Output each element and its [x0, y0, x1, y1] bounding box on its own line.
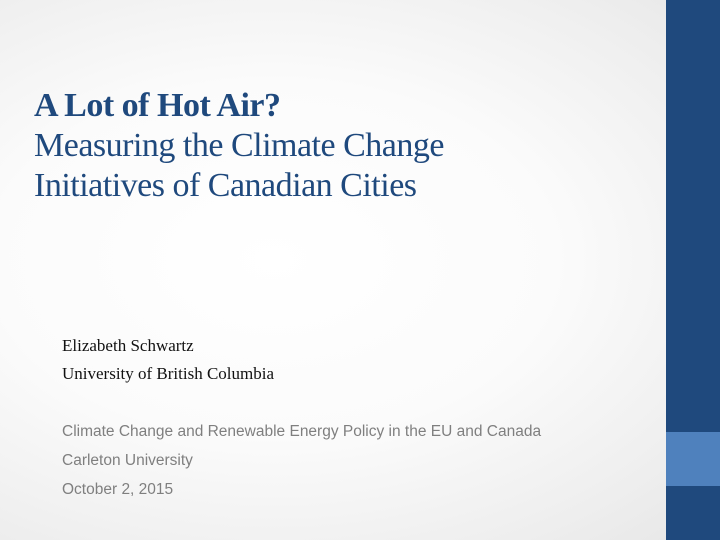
author-affiliation: University of British Columbia [62, 364, 275, 383]
author-info [62, 332, 642, 388]
event-date: October 2, 2015 [62, 481, 174, 498]
author-name: Elizabeth Schwartz [62, 336, 194, 355]
decorative-side-accent [666, 432, 720, 486]
title-subtitle-line-2: Initiatives of Canadian Cities [34, 167, 417, 204]
event-info [62, 417, 652, 504]
title-subtitle-line-1: Measuring the Climate Change [34, 127, 444, 164]
slide-title [34, 86, 654, 206]
event-venue: Carleton University [62, 452, 193, 469]
title-main: A Lot of Hot Air? [34, 87, 281, 124]
event-name: Climate Change and Renewable Energy Policy in the EU and Canada [62, 423, 542, 440]
